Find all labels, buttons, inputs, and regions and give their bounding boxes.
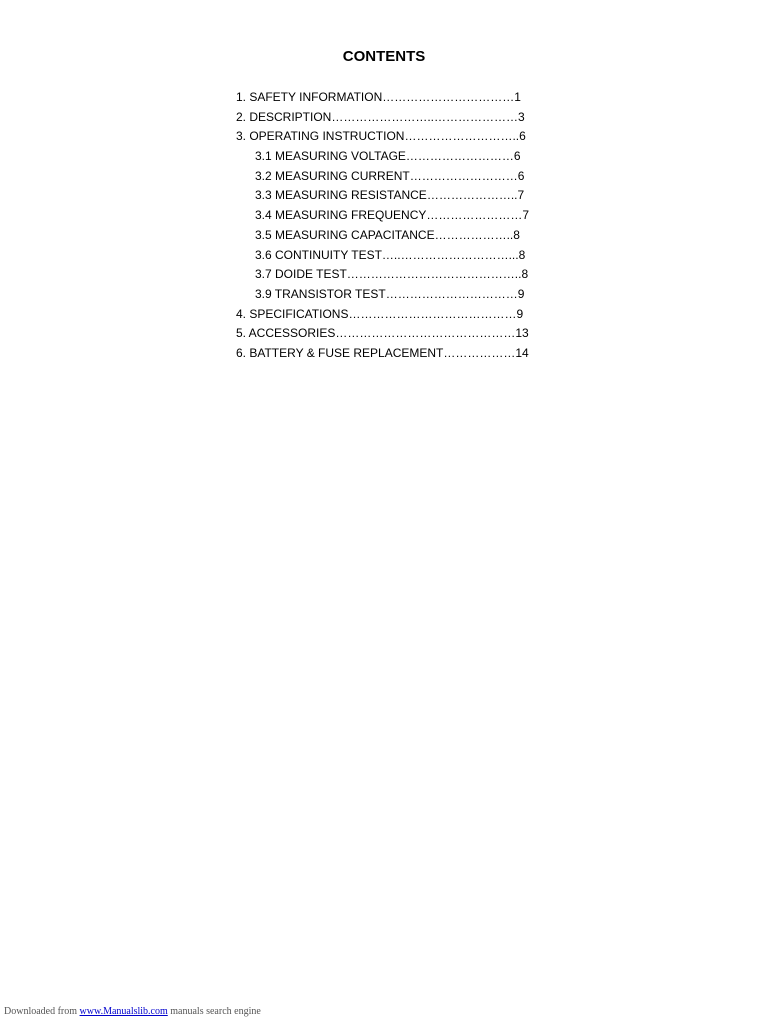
download-footer <box>4 1005 261 1019</box>
toc-entry-diode-test: 3.7 DOIDE TEST……………………………………..8 <box>255 267 529 282</box>
manualslib-link[interactable]: www.Manualslib.com <box>79 1006 168 1017</box>
toc-entry-measuring-voltage: 3.1 MEASURING VOLTAGE………………………6 <box>255 149 521 164</box>
toc-entry-transistor-test: 3.9 TRANSISTOR TEST……………………………9 <box>255 286 525 301</box>
toc-entry-measuring-frequency: 3.4 MEASURING FREQUENCY……………………7 <box>255 208 530 223</box>
toc-entry-measuring-capacitance: 3.5 MEASURING CAPACITANCE………………..8 <box>255 227 520 242</box>
footer-prefix: Downloaded from <box>4 1006 78 1017</box>
page-title: CONTENTS <box>342 48 426 65</box>
toc-entry-specifications: 4. SPECIFICATIONS……………………………………9 <box>236 306 524 321</box>
toc-entry-measuring-resistance: 3.3 MEASURING RESISTANCE…………………..7 <box>255 188 525 203</box>
toc-entry-battery-fuse-replacement: 6. BATTERY & FUSE REPLACEMENT………………14 <box>236 345 529 360</box>
footer-suffix: manuals search engine <box>170 1006 261 1017</box>
toc-entry-continuity-test: 3.6 CONTINUITY TEST…..………………………...8 <box>255 247 526 262</box>
toc-entry-description: 2. DESCRIPTION……………………..…………………3 <box>236 109 525 124</box>
toc-entry-accessories: 5. ACCESSORIES………………………………………13 <box>236 326 529 341</box>
toc-entry-measuring-current: 3.2 MEASURING CURRENT………………………6 <box>255 168 525 183</box>
toc-entry-operating-instruction: 3. OPERATING INSTRUCTION………………………..6 <box>236 129 526 144</box>
table-of-contents <box>236 88 529 364</box>
toc-entry-safety-information: 1. SAFETY INFORMATION……………………………1 <box>236 90 521 104</box>
